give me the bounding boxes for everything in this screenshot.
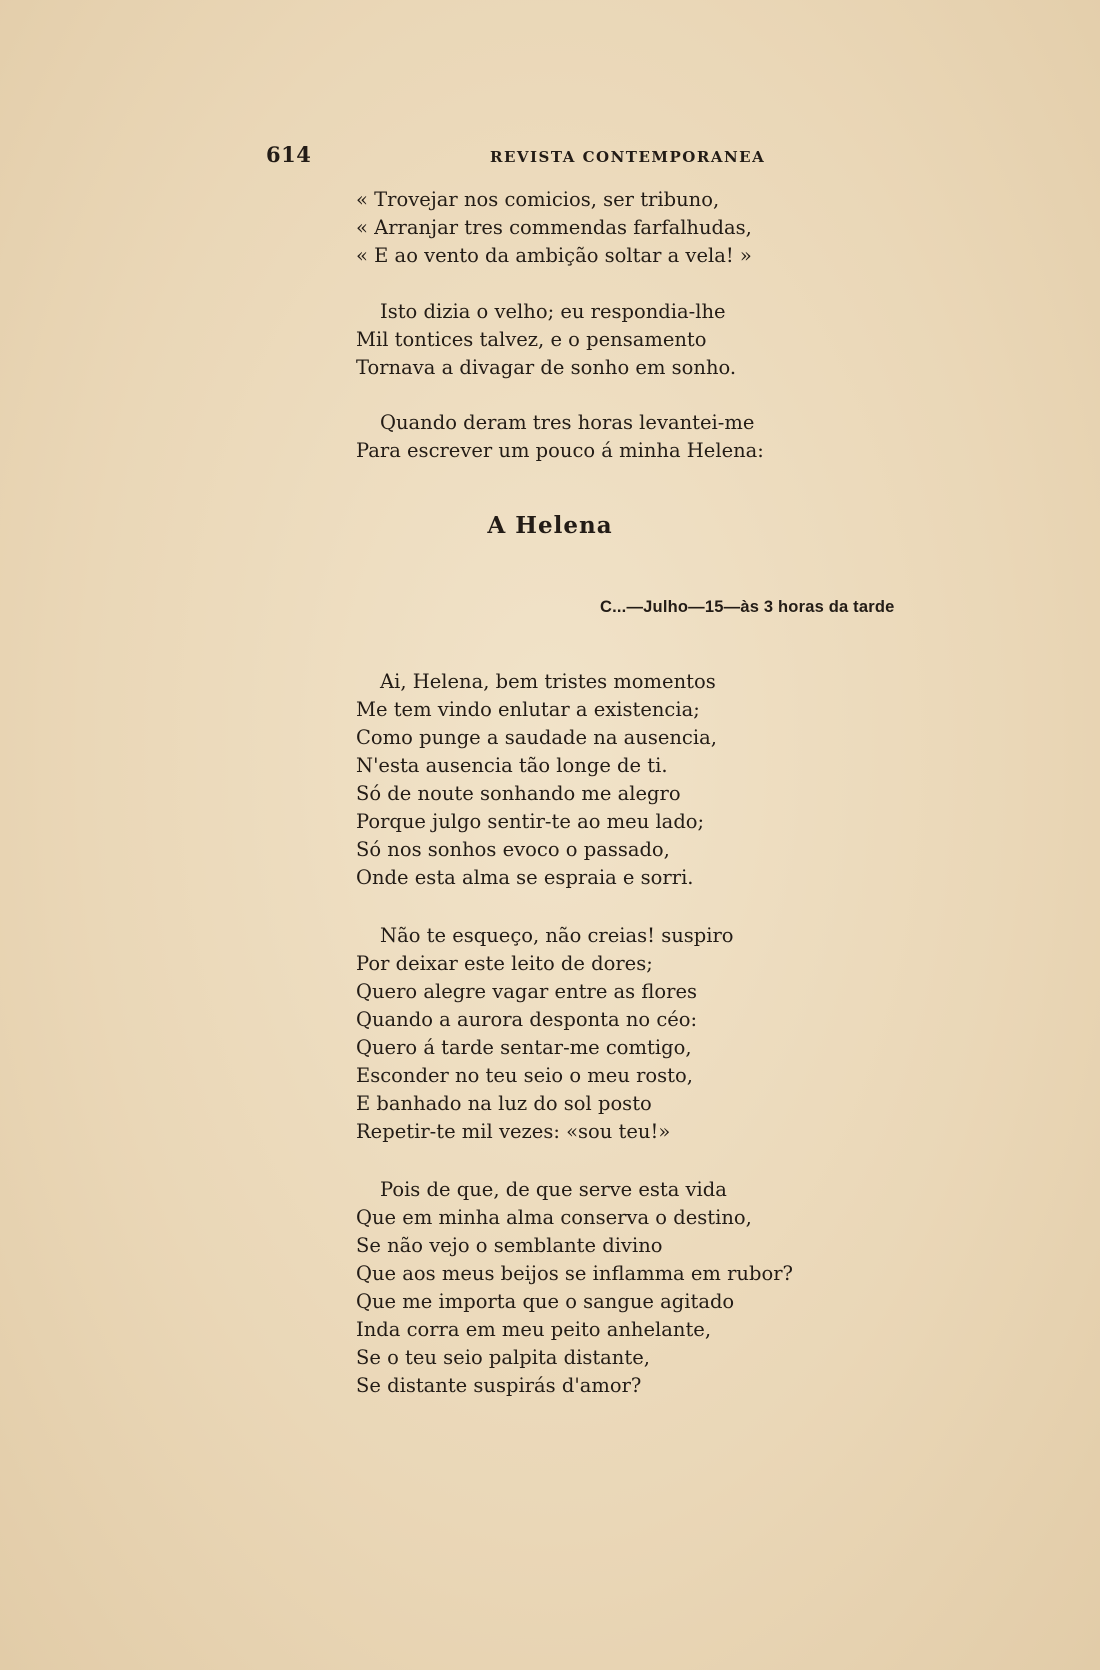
verse-line: « Trovejar nos comicios, ser tribuno, <box>356 188 720 211</box>
verse-line: Se distante suspirás d'amor? <box>356 1374 642 1397</box>
verse-line: Se não vejo o semblante divino <box>356 1234 663 1257</box>
verse-line: Só nos sonhos evoco o passado, <box>356 838 670 861</box>
verse-line: Onde esta alma se espraia e sorri. <box>356 866 694 889</box>
verse-line: Se o teu seio palpita distante, <box>356 1346 650 1369</box>
verse-line: E banhado na luz do sol posto <box>356 1092 652 1115</box>
verse-line: Quando deram tres horas levantei-me <box>380 411 755 434</box>
page-number: 614 <box>266 142 312 167</box>
verse-line: Pois de que, de que serve esta vida <box>380 1178 727 1201</box>
verse-line: Para escrever um pouco á minha Helena: <box>356 439 764 462</box>
verse-line: Tornava a divagar de sonho em sonho. <box>356 356 737 379</box>
verse-line: Esconder no teu seio o meu rosto, <box>356 1064 693 1087</box>
poem-title: A Helena <box>487 512 613 539</box>
verse-line: Que aos meus beijos se inflamma em rubor? <box>356 1262 793 1285</box>
verse-line: « E ao vento da ambição soltar a vela! » <box>356 244 752 267</box>
verse-line: Mil tontices talvez, e o pensamento <box>356 328 707 351</box>
verse-line: Quero á tarde sentar-me comtigo, <box>356 1036 692 1059</box>
poem-dateline: C...—Julho—15—às 3 horas da tarde <box>600 598 895 616</box>
verse-line: Isto dizia o velho; eu respondia-lhe <box>380 300 726 323</box>
running-title: REVISTA CONTEMPORANEA <box>490 148 766 166</box>
verse-line: Me tem vindo enlutar a existencia; <box>356 698 700 721</box>
verse-line: Só de noute sonhando me alegro <box>356 782 681 805</box>
verse-line: Como punge a saudade na ausencia, <box>356 726 717 749</box>
verse-line: Ai, Helena, bem tristes momentos <box>380 670 716 693</box>
verse-line: Que em minha alma conserva o destino, <box>356 1206 752 1229</box>
verse-line: Que me importa que o sangue agitado <box>356 1290 735 1313</box>
verse-line: Não te esqueço, não creias! suspiro <box>380 924 734 947</box>
verse-line: N'esta ausencia tão longe de ti. <box>356 754 668 777</box>
verse-line: Quero alegre vagar entre as flores <box>356 980 698 1003</box>
verse-line: Inda corra em meu peito anhelante, <box>356 1318 712 1341</box>
verse-line: Por deixar este leito de dores; <box>356 952 653 975</box>
verse-line: Quando a aurora desponta no céo: <box>356 1008 698 1031</box>
verse-line: Porque julgo sentir-te ao meu lado; <box>356 810 705 833</box>
verse-line: Repetir-te mil vezes: «sou teu!» <box>356 1120 671 1143</box>
verse-line: « Arranjar tres commendas farfalhudas, <box>356 216 752 239</box>
